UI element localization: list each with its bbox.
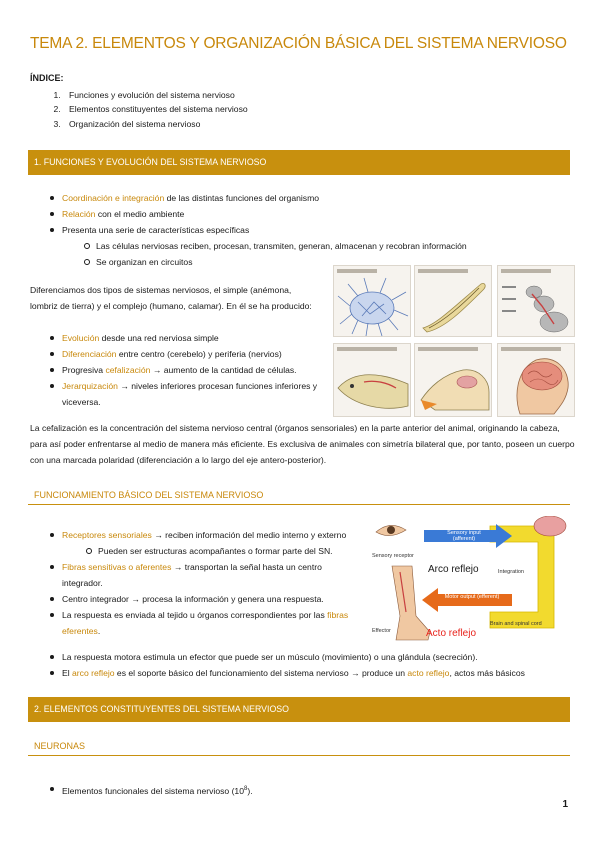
index xyxy=(30,72,430,131)
list-item: Fibras sensitivas o aferentes → transportan la señal hasta un centro integrador. xyxy=(50,559,355,591)
list-item: Presenta una serie de características específicas Las células nerviosas reciben, procesan, transmiten, generan, almacenan y recobran información Se organizan en circuitos xyxy=(50,222,570,270)
sub-list-item: Pueden ser estructuras acompañantes o formar parte del SN. xyxy=(86,543,355,559)
neurons-bullets xyxy=(50,781,550,799)
panel-goose xyxy=(414,343,492,417)
list-item: Coordinación e integración de las distintas funciones del organismo xyxy=(50,190,570,206)
panel-fish xyxy=(333,343,411,417)
page-title: TEMA 2. ELEMENTOS Y ORGANIZACIÓN BÁSICA DEL SISTEMA NERVIOSO xyxy=(30,35,567,52)
index-item: 2. Elementos constituyentes del sistema nervioso xyxy=(63,102,430,117)
section2-header: 2. ELEMENTOS CONSTITUYENTES DEL SISTEMA NERVIOSO xyxy=(28,697,570,722)
human-brain-icon xyxy=(498,344,576,418)
acto-reflejo-label: Acto reflejo xyxy=(426,628,477,639)
evolution-bullets xyxy=(50,330,340,410)
list-item: Centro integrador → procesa la información y genera una respuesta. xyxy=(50,591,355,607)
evolution-figure xyxy=(333,265,575,417)
panel-human xyxy=(497,343,575,417)
reflex-arc-diagram xyxy=(372,516,574,644)
list-item: Diferenciación entre centro (cerebelo) y periferia (nervios) xyxy=(50,346,340,362)
function-bullets xyxy=(50,527,355,639)
fish-icon xyxy=(334,344,412,418)
list-item: Relación con el medio ambiente xyxy=(50,206,570,222)
paragraph-cephalization: La cefalización es la concentración del sistema nervioso central (órganos sensoriales) en la parte anterior del animal, originando la cabeza, para así poder enfrentarse al medio de manera más eficiente. Es exclusiva de animales con simetría bilateral que, por tanto, poseen un cuerpo con una marcada polaridad (diferenciación a lo largo del eje antero-posterior). xyxy=(30,423,575,465)
panel-hydra xyxy=(333,265,411,337)
panel-insect xyxy=(497,265,575,337)
index-item: 3. Organización del sistema nervioso xyxy=(63,117,430,132)
section1-bullets xyxy=(50,190,570,270)
paragraph-nervous-types: Diferenciamos dos tipos de sistemas nerviosos, el simple (anémona, lombriz de tierra) y el complejo (humano, calamar). En él se ha producido: xyxy=(30,285,312,311)
sub-list-item: Las células nerviosas reciben, procesan, transmiten, generan, almacenan y recobran información xyxy=(84,238,570,254)
flatworm-icon xyxy=(415,266,493,338)
index-item: 1. Funciones y evolución del sistema nervioso xyxy=(63,88,430,103)
list-item: Elementos funcionales del sistema nervioso $(10^8)$. xyxy=(50,781,550,799)
subsection-header-neuronas: NEURONAS xyxy=(28,738,570,756)
section1-header: 1. FUNCIONES Y EVOLUCIÓN DEL SISTEMA NERVIOSO xyxy=(28,150,570,175)
brain-spinal-label: Brain and spinal cord xyxy=(490,621,542,627)
function-bullets-wide xyxy=(50,649,580,681)
sensory-input-label: Sensory input (afferent) xyxy=(447,530,481,542)
list-item: El arco reflejo es el soporte básico del funcionamiento del sistema nervioso → produce un acto reflejo, actos más básicos xyxy=(50,665,580,681)
index-heading: ÍNDICE: xyxy=(30,73,64,83)
arco-reflejo-label: Arco reflejo xyxy=(428,564,479,575)
panel-flatworm xyxy=(414,265,492,337)
hydra-nerve-net-icon xyxy=(334,266,412,338)
insect-icon xyxy=(498,266,576,338)
highlight-term: Coordinación e integración xyxy=(62,193,165,203)
list-item: Progresiva cefalización → aumento de la cantidad de células. xyxy=(50,362,340,378)
goose-icon xyxy=(415,344,493,418)
motor-output-label: Motor output (efferent) xyxy=(444,594,500,600)
highlight-term: Relación xyxy=(62,209,96,219)
list-item: Receptores sensoriales → reciben información del medio interno y externo Pueden ser estructuras acompañantes o formar parte del SN. xyxy=(50,527,355,559)
sensory-receptor-label: Sensory receptor xyxy=(372,553,414,559)
list-item: Jerarquización → niveles inferiores procesan funciones inferiores y viceversa. xyxy=(50,378,340,410)
sub-list-item: Se organizan en circuitos xyxy=(84,254,570,270)
list-item: La respuesta motora estimula un efector que puede ser un músculo (movimiento) o una glándula (secreción). xyxy=(50,649,580,665)
subsection-header-funcionamiento: FUNCIONAMIENTO BÁSICO DEL SISTEMA NERVIOSO xyxy=(28,487,570,505)
list-item: Evolución desde una red nerviosa simple xyxy=(50,330,340,346)
page-number: 1 xyxy=(562,799,568,810)
integration-label: Integration xyxy=(498,569,524,575)
list-item: La respuesta es enviada al tejido u órganos correspondientes por las fibras eferentes. xyxy=(50,607,355,639)
effector-label: Effector xyxy=(372,628,391,634)
